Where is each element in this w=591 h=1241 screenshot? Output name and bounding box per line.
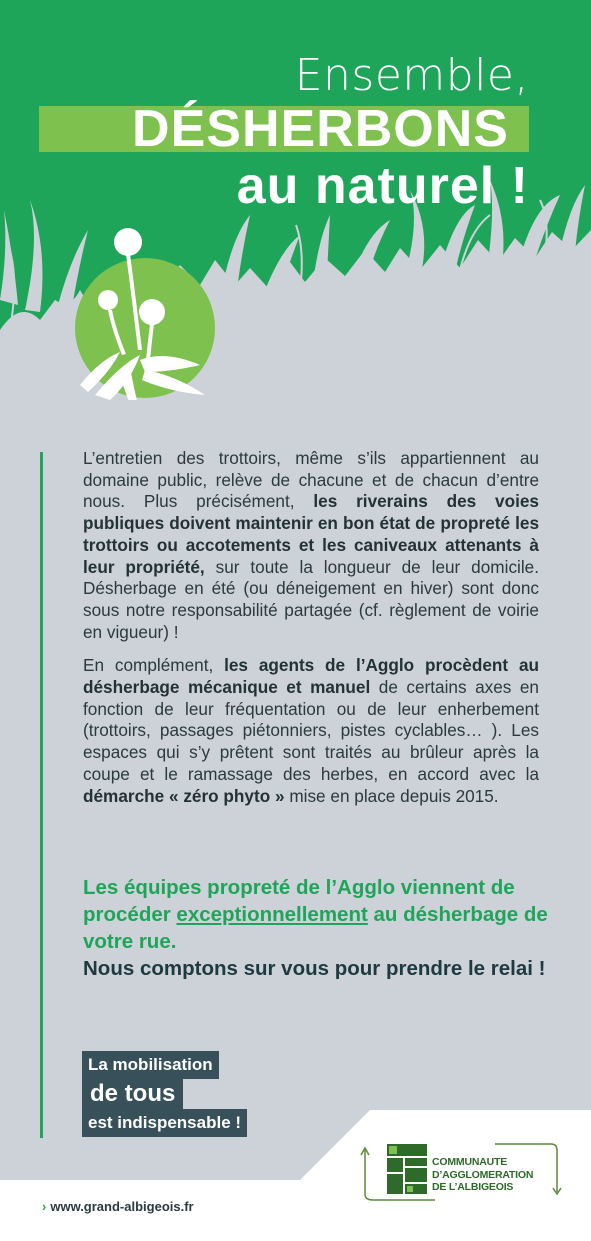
paragraph-2-end: mise en place depuis 2015. [284,785,499,806]
callout-dark: Nous comptons sur vous pour prendre le relai ! [83,957,546,980]
paragraph-2-bold: les agents de l’Agglo procèdent au désherbage mécanique et manuel [83,655,539,698]
mobilisation-line2: de tous [82,1079,183,1109]
paragraph-2-intro: En complément, [83,655,225,676]
logo-line1: COMMUNAUTE [432,1156,507,1168]
logo-line3: DE L’ALBIGEOIS [432,1181,514,1193]
callout-green [83,874,553,955]
body-text [83,448,539,819]
mobilisation-line3: est indispensable ! [82,1109,247,1137]
paragraph-1 [83,448,539,643]
headline-line2: DÉSHERBONS [132,100,509,158]
green-vertical-rule [40,452,43,1138]
paragraph-2-middle: de certains axes en fonction de leur fréquentation ou de leur enherbement (trottoirs, passages piétonniers, pistes cyclables… ). Les espaces qui s’y prêtent sont traités au brûleur après la coupe et le ramassage des herbes, en accord avec la [83,677,539,784]
paragraph-1-intro: L’entretien des trottoirs, même s’ils appartiennent au domaine public, relève de chacune et de chacun d’entre nous. Plus précisément, [83,448,539,512]
website-link[interactable] [42,1199,194,1214]
paragraph-1-rest: sur toute la longueur de leur domicile. Désherbage en été (ou déneigement en hiver) sont donc sous notre responsabilité partagée (cf. règlement de voirie en vigueur) ! [83,556,540,642]
paragraph-1-bold: les riverains des voies publiques doivent maintenir en bon état de propreté les trottoirs ou accotements et les caniveaux attenants à leur propriété, [83,491,539,577]
headline-line1: Ensemble, [294,50,529,101]
headline-highlight-band [39,100,529,158]
website-url: www.grand-albigeois.fr [50,1199,194,1214]
mobilisation-line1: La mobilisation [82,1051,219,1079]
callout [83,874,553,982]
paragraph-2 [83,655,539,807]
callout-green-underlined: exceptionnellement [176,903,368,926]
callout-green-a: Les équipes propreté de l’Agglo viennent de procéder [83,876,515,926]
chevron-right-icon: › [42,1199,47,1214]
agglo-logo-text [432,1156,533,1194]
callout-green-b: au désherbage de votre rue. [83,903,548,953]
headline-line3: au naturel ! [236,157,529,215]
paragraph-2-bold2: démarche « zéro phyto » [83,785,285,806]
headline [39,50,529,218]
logo-line2: D’AGGLOMERATION [432,1168,534,1181]
